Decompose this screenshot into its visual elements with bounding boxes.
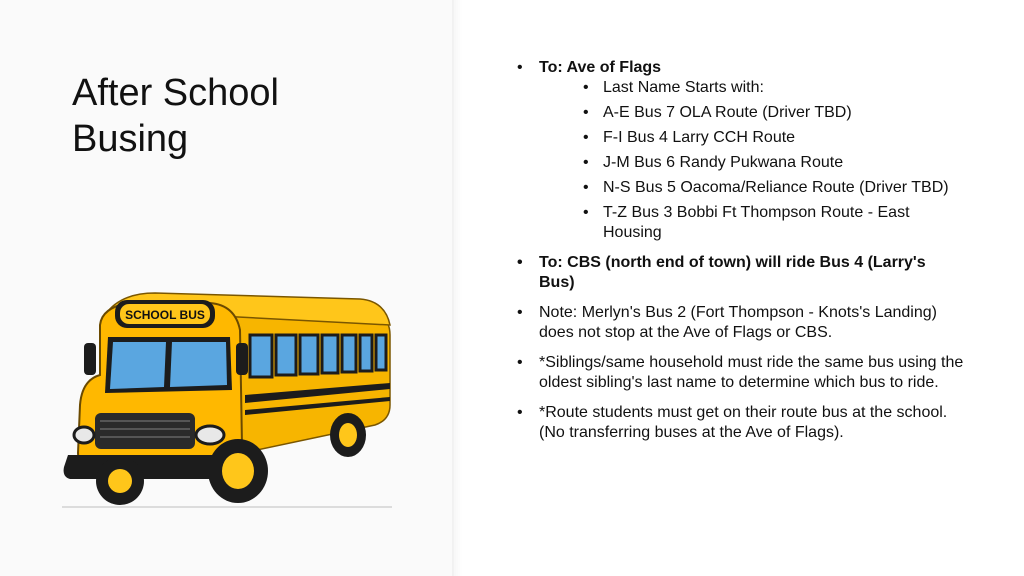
bullet-ave-text: To: Ave of Flags bbox=[539, 59, 662, 76]
school-bus-icon bbox=[60, 285, 395, 510]
bullet-ave-of-flags bbox=[514, 58, 964, 243]
sub-bullet-t-z: • T-Z Bus 3 Bobbi Ft Thompson Route - East Housing bbox=[539, 203, 964, 243]
sub-bullet-j-m: • J-M Bus 6 Randy Pukwana Route bbox=[539, 153, 964, 173]
slide-title-line1: After School bbox=[72, 72, 279, 114]
sub-bullet-f-i: • F-I Bus 4 Larry CCH Route bbox=[539, 128, 964, 148]
school-bus-illustration bbox=[60, 285, 395, 510]
bus-sign-text: SCHOOL BUS bbox=[125, 308, 205, 322]
bullet-content bbox=[514, 58, 964, 453]
ave-sub-list bbox=[539, 78, 964, 243]
bullet-note: • Note: Merlyn's Bus 2 (Fort Thompson - Knots's Landing) does not stop at the Ave of Flags or CBS. bbox=[514, 303, 964, 343]
bus-ground-line bbox=[62, 506, 392, 508]
bullet-siblings: • *Siblings/same household must ride the same bus using the oldest sibling's last name to determine which bus to ride. bbox=[514, 353, 964, 393]
sub-bullet-last-name: • Last Name Starts with: bbox=[539, 78, 964, 98]
panel-divider bbox=[452, 0, 462, 576]
slide-title bbox=[72, 70, 402, 162]
bullet-list bbox=[514, 58, 964, 443]
bullet-route: • *Route students must get on their route bus at the school. (No transferring buses at the Ave of Flags). bbox=[514, 403, 964, 443]
bullet-cbs: • To: CBS (north end of town) will ride Bus 4 (Larry's Bus) bbox=[514, 253, 964, 293]
sub-bullet-n-s: • N-S Bus 5 Oacoma/Reliance Route (Driver TBD) bbox=[539, 178, 964, 198]
slide-title-line2: Busing bbox=[72, 118, 189, 160]
sub-bullet-a-e: • A-E Bus 7 OLA Route (Driver TBD) bbox=[539, 103, 964, 123]
